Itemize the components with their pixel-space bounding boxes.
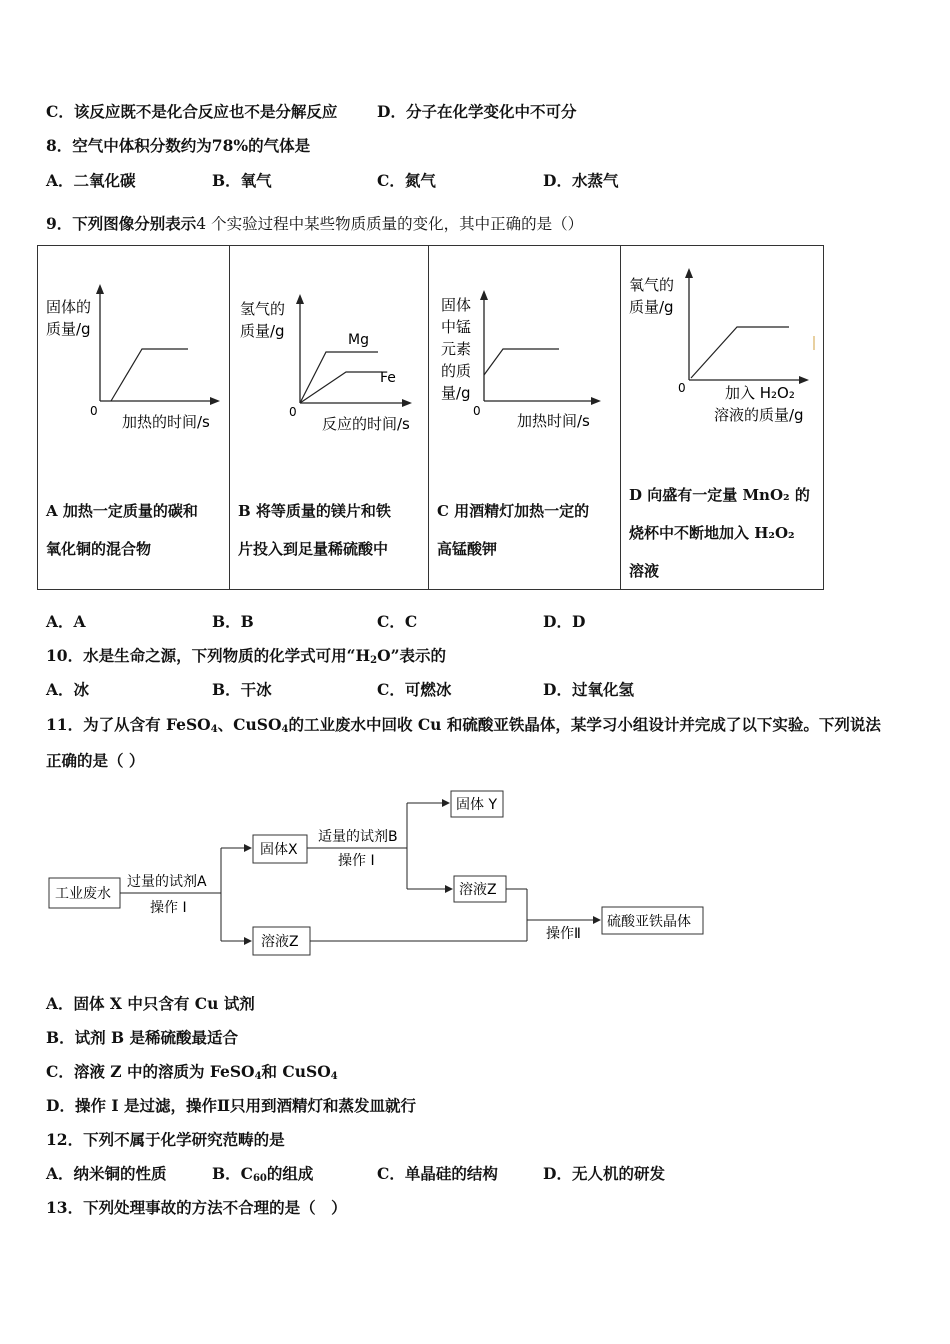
graph-c-svg (429, 246, 620, 476)
operation-1-label: 操作 I (150, 900, 187, 916)
desc-b-line2: 片投入到足量稀硫酸中 (238, 540, 389, 558)
q8-option-c: C．氮气 (377, 171, 436, 190)
q8-option-a: A．二氧化碳 (46, 171, 136, 190)
q8-stem: 8．空气中体积分数约为78%的气体是 (46, 136, 311, 155)
graph-b-origin: 0 (289, 405, 297, 419)
q9-table (37, 245, 824, 590)
graph-d-origin: 0 (678, 381, 686, 395)
reagent-b-label: 适量的试剂B (318, 829, 398, 845)
graph-b-fe-label: Fe (380, 370, 396, 386)
operation-2-label: 操作Ⅱ (546, 926, 581, 942)
desc-d-line1: D 向盛有一定量 MnO₂ 的 (629, 486, 810, 504)
q10-option-a: A．冰 (46, 680, 90, 699)
desc-b-line1: B 将等质量的镁片和铁 (238, 502, 391, 520)
desc-c (429, 476, 620, 589)
q11-stem-line1: 11．为了从含有 FeSO$_4$、CuSO$_4$的工业废水中回收 Cu 和硫酸亚铁晶体，某学习小组设计并完成了以下实验。下列说法 (46, 715, 881, 735)
q9-stem: 9．下列图像分别表示4 个实验过程中某些物质质量的变化，其中正确的是（） (46, 214, 584, 233)
q12-stem: 12．下列不属于化学研究范畴的是 (46, 1130, 285, 1149)
desc-b (230, 476, 428, 589)
q11-flow-diagram (0, 780, 950, 970)
desc-a-line1: A 加热一定质量的碳和 (46, 502, 198, 520)
desc-d-line2: 烧杯中不断地加入 H₂O₂ (629, 524, 795, 542)
q11-option-c: C．溶液 Z 中的溶质为 FeSO$_4$和 CuSO$_4$ (46, 1062, 338, 1082)
graph-d-ylabel: 氧气的 (629, 276, 675, 294)
q11-stem-line2: 正确的是（ ） (46, 751, 145, 770)
reagent-a-label: 过量的试剂A (127, 874, 207, 890)
q10-option-d: D．过氧化氢 (543, 680, 634, 699)
graph-d-xlabel: 加入 H₂O₂ (725, 384, 795, 402)
graph-c-ylabel-5: 量/g (441, 384, 471, 402)
desc-d-line3: 溶液 (629, 562, 660, 580)
graph-c-xlabel: 加热时间/s (517, 412, 590, 430)
graph-b-xlabel: 反应的时间/s (322, 415, 410, 433)
graph-a-ylabel-unit: 质量/g (46, 320, 91, 338)
graph-b (230, 246, 428, 476)
q11-option-a: A．固体 X 中只含有 Cu 试剂 (46, 994, 255, 1013)
box-waste-label: 工业废水 (55, 886, 111, 902)
operation-1b-label: 操作 I (338, 853, 375, 869)
graph-c (429, 246, 620, 476)
q12-option-b: B．$C_{60}$的组成 (212, 1164, 314, 1184)
graph-c-ylabel-1: 固体 (441, 296, 472, 314)
graph-a-ylabel: 固体的 (46, 298, 92, 316)
q7-option-d: D．分子在化学变化中不可分 (377, 102, 577, 121)
q9-option-d: D．D (543, 612, 586, 631)
graph-c-ylabel-2: 中锰 (441, 318, 472, 336)
q10-option-b: B．干冰 (212, 680, 272, 699)
box-product-label: 硫酸亚铁晶体 (607, 914, 691, 930)
graph-d-xlabel-2: 溶液的质量/g (714, 406, 804, 424)
desc-a (38, 476, 229, 589)
graph-d-curve (691, 327, 789, 378)
q7-option-c: C．该反应既不是化合反应也不是分解反应 (46, 102, 338, 121)
graph-d (621, 246, 823, 476)
graph-b-fe-curve (300, 372, 382, 403)
graph-b-ylabel: 氢气的 (240, 300, 286, 318)
q8-option-b: B．氧气 (212, 171, 272, 190)
desc-c-line1: C 用酒精灯加热一定的 (437, 502, 590, 520)
q9-option-c: C．C (377, 612, 418, 631)
graph-c-origin: 0 (473, 404, 481, 418)
box-solid-x-label: 固体X (260, 842, 298, 858)
q10-stem: 10．水是生命之源，下列物质的化学式可用“$H_2O$”表示的 (46, 646, 447, 666)
graph-b-ylabel-unit: 质量/g (240, 322, 285, 340)
graph-a (38, 246, 229, 476)
q10-option-c: C．可燃冰 (377, 680, 452, 699)
graph-c-ylabel-3: 元素 (441, 340, 472, 358)
q12-option-d: D．无人机的研发 (543, 1164, 665, 1183)
box-solution-z-upper-label: 溶液Z (459, 882, 497, 898)
box-solution-z-lower-label: 溶液Z (261, 934, 299, 950)
graph-a-xlabel: 加热的时间/s (122, 413, 210, 431)
q11-option-d: D．操作 I 是过滤，操作Ⅱ只用到酒精灯和蒸发皿就行 (46, 1096, 417, 1115)
q8-option-d: D．水蒸气 (543, 171, 619, 190)
graph-b-svg (230, 246, 428, 476)
graph-d-svg (621, 246, 823, 476)
q11-option-b: B．试剂 B 是稀硫酸最适合 (46, 1028, 238, 1047)
desc-a-line2: 氧化铜的混合物 (46, 540, 152, 558)
graph-d-ylabel-unit: 质量/g (629, 298, 674, 316)
q9-option-b: B．B (212, 612, 254, 631)
desc-d (621, 476, 823, 589)
q9-option-a: A．A (46, 612, 86, 631)
graph-c-curve (484, 349, 559, 375)
q12-option-c: C．单晶硅的结构 (377, 1164, 498, 1183)
graph-c-ylabel-4: 的质 (441, 362, 472, 380)
graph-a-curve (111, 349, 188, 401)
graph-b-mg-label: Mg (348, 332, 369, 348)
graph-a-origin: 0 (90, 404, 98, 418)
graph-a-svg (38, 246, 229, 476)
q12-option-a: A．纳米铜的性质 (46, 1164, 167, 1183)
desc-c-line2: 高锰酸钾 (437, 540, 498, 558)
q13-stem: 13．下列处理事故的方法不合理的是（ ） (46, 1198, 347, 1217)
box-solid-y-label: 固体 Y (456, 797, 498, 813)
